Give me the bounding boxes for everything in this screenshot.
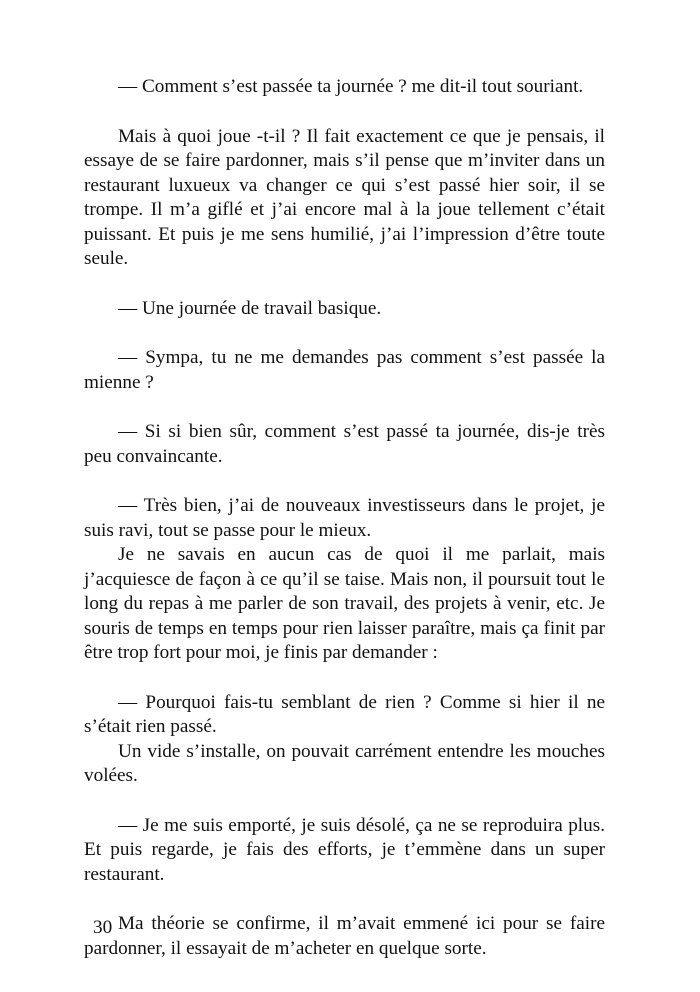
paragraph-8: — Pourquoi fais-tu semblant de rien ? Comme si hier il ne s’était rien passé. [84, 691, 605, 737]
paragraph-11: Ma théorie se confirme, il m’avait emmené ici pour se faire pardonner, il essayait de m’acheter en quelque sorte. [84, 913, 605, 959]
body-text [84, 75, 605, 961]
paragraph-6: — Très bien, j’ai de nouveaux investisseurs dans le projet, je suis ravi, tout se passe pour le mieux. [84, 495, 605, 541]
paragraph-7: Je ne savais en aucun cas de quoi il me parlait, mais j’acquiesce de façon à ce qu’il se taise. Mais non, il poursuit tout le long du repas à me parler de son travail, des projets à venir, etc. Je souris de temps en temps pour rien laisser paraître, mais ça finit par être trop fort pour moi, je finis par demander : [84, 544, 605, 663]
paragraph-1: — Comment s’est passée ta journée ? me dit-il tout souriant. [118, 76, 584, 97]
paragraph-5: — Si si bien sûr, comment s’est passé ta journée, dis-je très peu convaincante. [84, 421, 605, 467]
page-number: 30 [93, 917, 113, 938]
paragraph-3: — Une journée de travail basique. [118, 297, 382, 319]
paragraph-10: — Je me suis emporté, je suis désolé, ça ne se reproduira plus. Et puis regarde, je fais des efforts, je t’emmène dans un super restaurant. [84, 814, 605, 885]
paragraph-2: Mais à quoi joue -t-il ? Il fait exactement ce que je pensais, il essaye de se faire pardonner, mais s’il pense que m’inviter dans un restaurant luxueux va changer ce qui s’est passé hier soir, il se trompe. Il m’a giflé et j’ai encore mal à la joue tellement c’était puissant. Et puis je me sens humilié, j’ai l’impression d’être toute seule. [84, 125, 605, 269]
paragraph-4: — Sympa, tu ne me demandes pas comment s’est passée la mienne ? [84, 347, 605, 393]
paragraph-9: Un vide s’installe, on pouvait carrément entendre les mouches volées. [84, 740, 605, 786]
